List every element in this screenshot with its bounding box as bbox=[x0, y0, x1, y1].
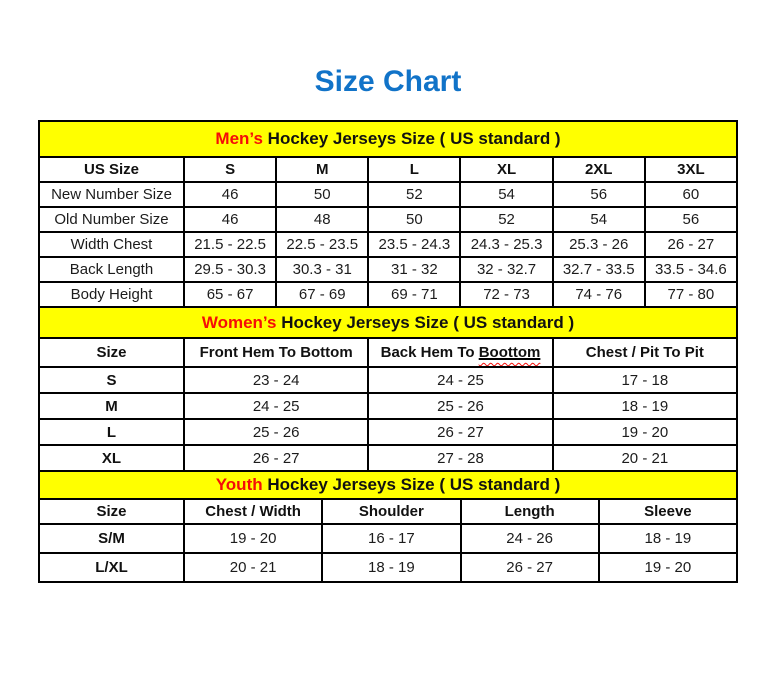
column-header: M bbox=[276, 157, 368, 182]
row-label: M bbox=[39, 393, 184, 419]
column-header: Sleeve bbox=[599, 499, 737, 524]
size-value: 29.5 - 30.3 bbox=[184, 257, 276, 282]
table-row bbox=[39, 524, 737, 553]
column-header: Chest / Pit To Pit bbox=[553, 338, 737, 367]
size-value: 56 bbox=[645, 207, 737, 232]
table-row bbox=[39, 445, 737, 471]
size-value: 33.5 - 34.6 bbox=[645, 257, 737, 282]
section-heading-text: Hockey Jerseys Size ( US standard ) bbox=[276, 312, 575, 332]
section-heading-row-womens bbox=[39, 307, 737, 338]
column-header: S bbox=[184, 157, 276, 182]
section-heading-accent: Women’s bbox=[201, 312, 277, 332]
column-header: Shoulder bbox=[322, 499, 460, 524]
size-tables-container bbox=[38, 120, 738, 583]
row-label: Width Chest bbox=[39, 232, 184, 257]
size-value: 24 - 25 bbox=[368, 367, 552, 393]
size-value: 56 bbox=[553, 182, 645, 207]
section-heading-accent: Men’s bbox=[215, 129, 263, 148]
size-value: 50 bbox=[276, 182, 368, 207]
size-value: 67 - 69 bbox=[276, 282, 368, 307]
size-value: 72 - 73 bbox=[460, 282, 552, 307]
size-value: 74 - 76 bbox=[553, 282, 645, 307]
size-value: 26 - 27 bbox=[368, 419, 552, 445]
row-label: New Number Size bbox=[39, 182, 184, 207]
row-label: Body Height bbox=[39, 282, 184, 307]
size-value: 48 bbox=[276, 207, 368, 232]
column-header: US Size bbox=[39, 157, 184, 182]
column-header: Front Hem To Bottom bbox=[184, 338, 368, 367]
row-label: Old Number Size bbox=[39, 207, 184, 232]
size-value: 16 - 17 bbox=[322, 524, 460, 553]
size-value: 24.3 - 25.3 bbox=[460, 232, 552, 257]
size-value: 23.5 - 24.3 bbox=[368, 232, 460, 257]
size-value: 27 - 28 bbox=[368, 445, 552, 471]
size-value: 50 bbox=[368, 207, 460, 232]
column-header-row-youth bbox=[39, 499, 737, 524]
size-value: 77 - 80 bbox=[645, 282, 737, 307]
size-value: 52 bbox=[460, 207, 552, 232]
squiggle-underline: Boottom bbox=[478, 344, 541, 361]
size-value: 23 - 24 bbox=[184, 367, 368, 393]
size-value: 21.5 - 22.5 bbox=[184, 232, 276, 257]
size-value: 30.3 - 31 bbox=[276, 257, 368, 282]
size-table-mens bbox=[38, 120, 738, 308]
size-value: 60 bbox=[645, 182, 737, 207]
column-header: Length bbox=[461, 499, 599, 524]
table-row bbox=[39, 232, 737, 257]
column-header: Back Hem To Boottom bbox=[368, 338, 552, 367]
size-value: 31 - 32 bbox=[368, 257, 460, 282]
table-row bbox=[39, 282, 737, 307]
size-value: 20 - 21 bbox=[553, 445, 737, 471]
section-heading-row-youth bbox=[39, 471, 737, 499]
table-row bbox=[39, 419, 737, 445]
size-value: 19 - 20 bbox=[184, 524, 322, 553]
section-heading-womens bbox=[39, 307, 737, 338]
row-label: XL bbox=[39, 445, 184, 471]
size-value: 18 - 19 bbox=[553, 393, 737, 419]
row-label: L/XL bbox=[39, 553, 184, 582]
size-value: 19 - 20 bbox=[599, 553, 737, 582]
size-value: 46 bbox=[184, 207, 276, 232]
column-header-row-womens bbox=[39, 338, 737, 367]
section-heading-accent: Youth bbox=[215, 475, 263, 494]
column-header: Size bbox=[39, 338, 184, 367]
column-header: Chest / Width bbox=[184, 499, 322, 524]
column-header: XL bbox=[460, 157, 552, 182]
table-row bbox=[39, 207, 737, 232]
size-table-womens bbox=[38, 306, 738, 472]
size-value: 54 bbox=[460, 182, 552, 207]
column-header: 2XL bbox=[553, 157, 645, 182]
size-value: 32 - 32.7 bbox=[460, 257, 552, 282]
table-row bbox=[39, 182, 737, 207]
size-table-youth bbox=[38, 470, 738, 583]
size-value: 26 - 27 bbox=[461, 553, 599, 582]
size-value: 20 - 21 bbox=[184, 553, 322, 582]
size-value: 52 bbox=[368, 182, 460, 207]
section-heading-row-mens bbox=[39, 121, 737, 157]
size-value: 25 - 26 bbox=[368, 393, 552, 419]
row-label: Back Length bbox=[39, 257, 184, 282]
size-value: 46 bbox=[184, 182, 276, 207]
size-value: 32.7 - 33.5 bbox=[553, 257, 645, 282]
size-value: 26 - 27 bbox=[184, 445, 368, 471]
table-row bbox=[39, 553, 737, 582]
size-value: 69 - 71 bbox=[368, 282, 460, 307]
page-title: Size Chart bbox=[314, 65, 462, 98]
table-row bbox=[39, 393, 737, 419]
table-row bbox=[39, 367, 737, 393]
row-label: S bbox=[39, 367, 184, 393]
section-heading-text: Hockey Jerseys Size ( US standard ) bbox=[262, 129, 561, 148]
size-value: 25.3 - 26 bbox=[553, 232, 645, 257]
size-value: 17 - 18 bbox=[553, 367, 737, 393]
row-label: L bbox=[39, 419, 184, 445]
size-value: 24 - 26 bbox=[461, 524, 599, 553]
table-row bbox=[39, 257, 737, 282]
size-value: 26 - 27 bbox=[645, 232, 737, 257]
section-heading-mens bbox=[39, 121, 737, 157]
size-value: 19 - 20 bbox=[553, 419, 737, 445]
misspelled-word bbox=[479, 344, 541, 361]
size-value: 22.5 - 23.5 bbox=[276, 232, 368, 257]
column-header: L bbox=[368, 157, 460, 182]
size-value: 18 - 19 bbox=[599, 524, 737, 553]
size-value: 18 - 19 bbox=[322, 553, 460, 582]
row-label: S/M bbox=[39, 524, 184, 553]
size-value: 24 - 25 bbox=[184, 393, 368, 419]
section-heading-text: Hockey Jerseys Size ( US standard ) bbox=[262, 475, 561, 494]
column-header: 3XL bbox=[645, 157, 737, 182]
size-value: 25 - 26 bbox=[184, 419, 368, 445]
column-header-row-mens bbox=[39, 157, 737, 182]
column-header: Size bbox=[39, 499, 184, 524]
size-value: 54 bbox=[553, 207, 645, 232]
section-heading-youth bbox=[39, 471, 737, 499]
size-value: 65 - 67 bbox=[184, 282, 276, 307]
